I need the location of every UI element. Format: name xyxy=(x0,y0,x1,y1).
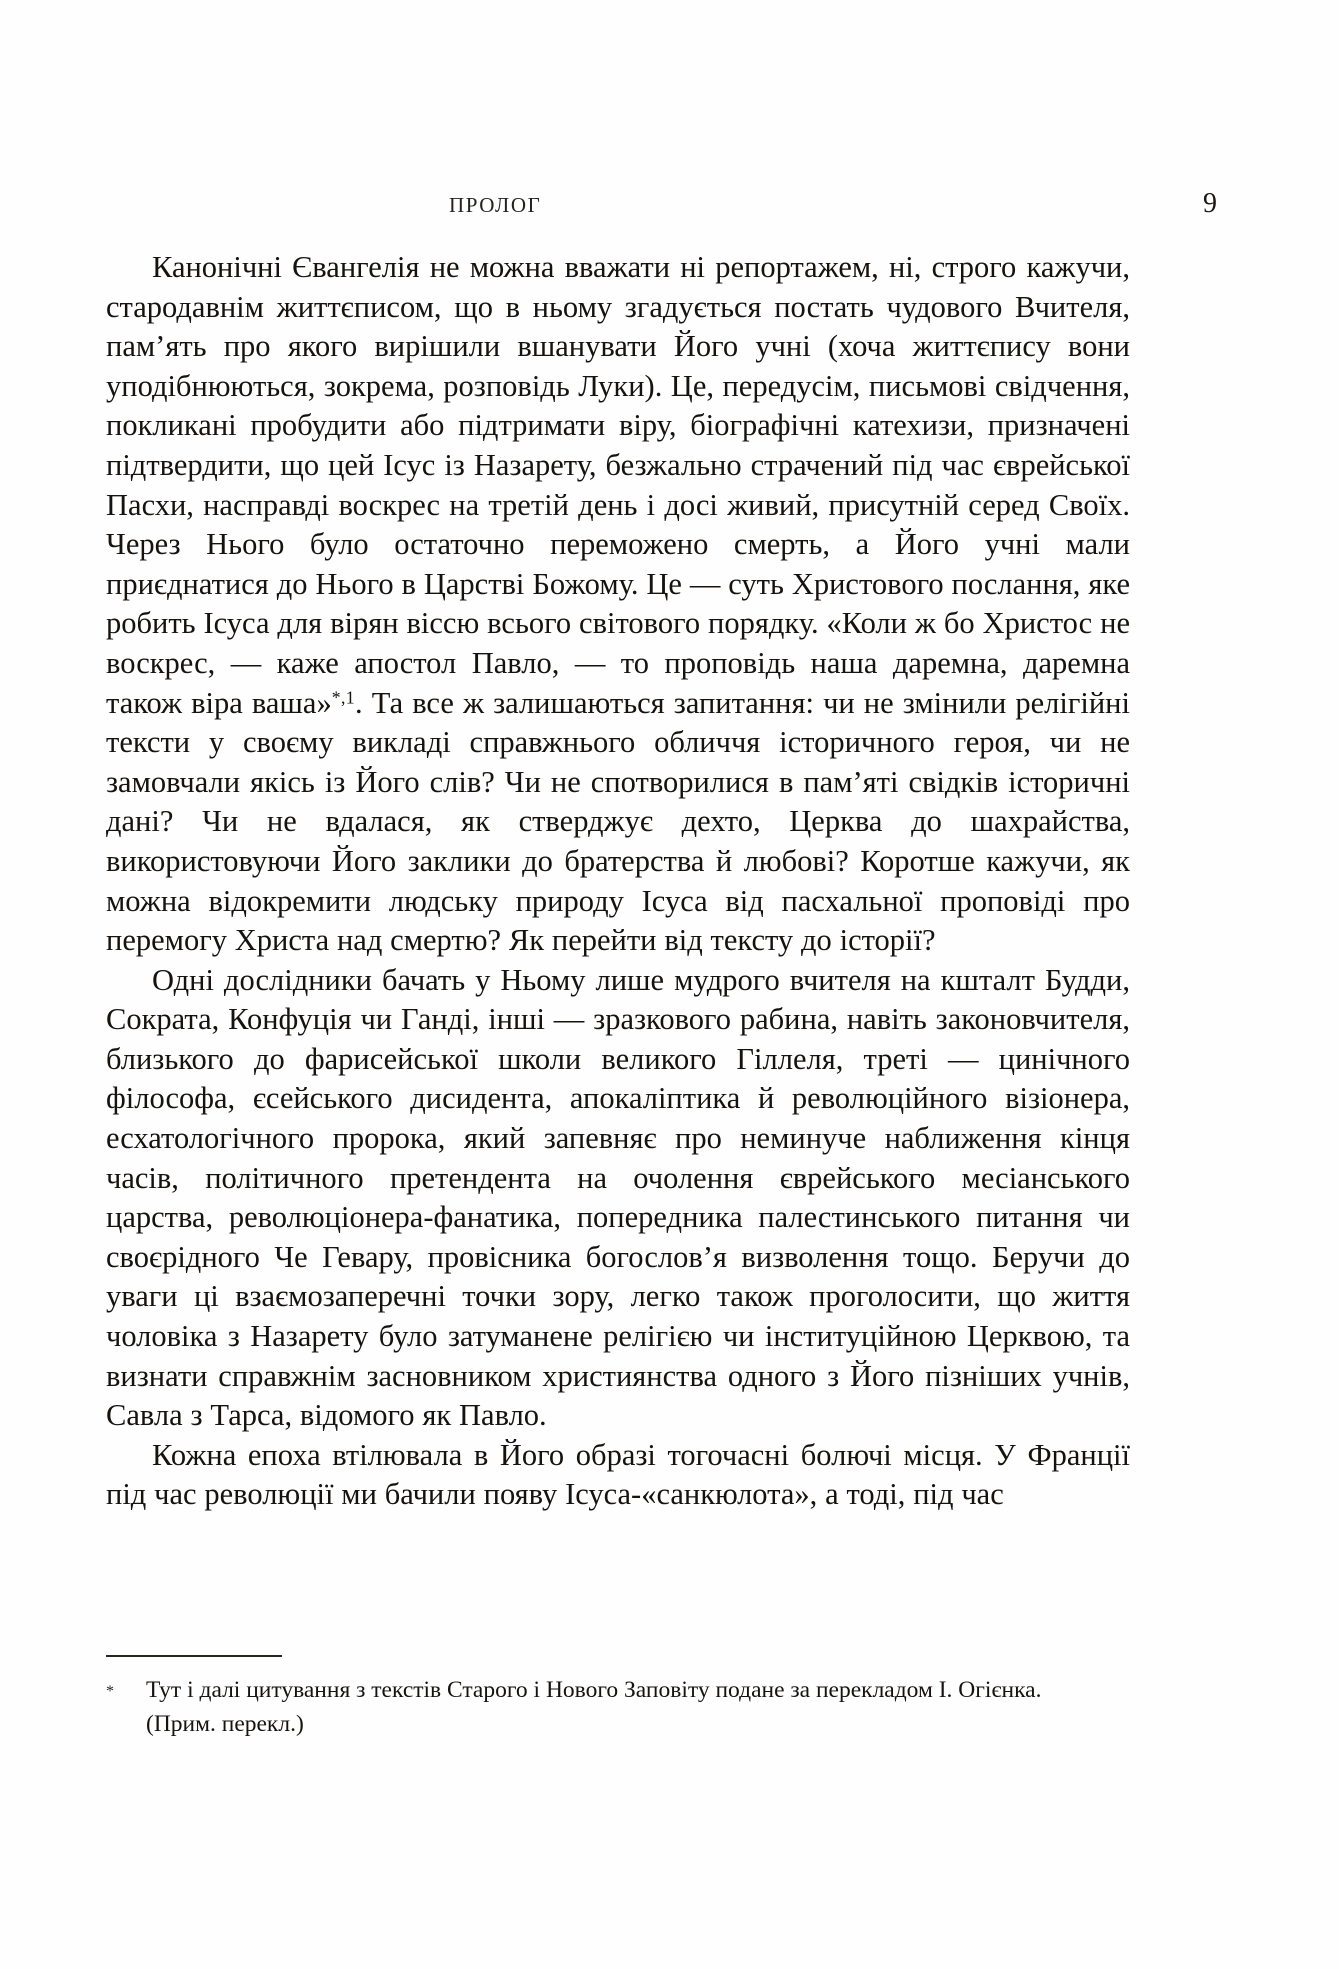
footnote-area xyxy=(106,1655,1130,1741)
paragraph-1-text: Канонічні Євангелія не можна вважати ні репортажем, ні, строго кажучи, стародавнім життєписом, що в ньому згадується постать чудового Вчителя, пам’ять про якого вирішили вшанувати Його учні (хоча життєпису вони уподібнюються, зокрема, розповідь Луки). Це, передусім, письмові свідчення, покликані пробудити або підтримати віру, біографічні катехизи, призначені підтвердити, що цей Ісус із Назарету, безжально страчений під час єврейської Пасхи, насправді воскрес на третій день і досі живий, присутній серед Своїх. Через Нього було остаточно переможено смерть, а Його учні мали приєднатися до Нього в Царстві Божому. Це — суть Христового послання, яке робить Ісуса для вірян віссю всього світового порядку. «Коли ж бо Христос не воскрес, — каже апостол Павло, — то проповідь наша даремна, даремна також віра ваша» xyxy=(106,250,1130,720)
paragraph-3-text: Кожна епоха втілювала в Його образі тогочасні болючі місця. У Франції під час революції ми бачили появу Ісуса-«санкюлота», а тоді, під час xyxy=(106,1437,1130,1512)
footnote-marker: * xyxy=(106,1683,114,1700)
running-head-title: ПРОЛОГ xyxy=(449,193,542,217)
paragraph-1-tail-text: . Та все ж залишаються запитання: чи не змінили релігійні тексти у своєму викладі справжнього обличчя історичного героя, чи не замовчали якісь із Його слів? Чи не спотворилися в пам’яті свідків історичні дані? Чи не вдалася, як стверджує дехто, Церква до шахрайства, використовуючи Його заклики до братерства й любові? Коротше кажучи, як можна відокремити людську природу Ісуса від пасхальної проповіді про перемогу Христа над смертю? Як перейти від тексту до історії? xyxy=(106,685,1130,958)
body-text-block xyxy=(106,248,1130,1515)
footnote-line-2: (Прим. перекл.) xyxy=(146,1711,304,1737)
footnote-body xyxy=(146,1673,1130,1741)
paragraph-2-text: Одні дослідники бачать у Ньому лише мудрого вчителя на кшталт Будди, Сократа, Конфуція чи Ганді, інші — зразкового рабина, навіть законовчителя, близького до фарисейської школи великого Гіллеля, треті — цинічного філософа, єсейського дисидента, апокаліптика й революційного візіонера, есхатологічного пророка, який запевняє про неминуче наближення кінця часів, політичного претендента на очолення єврейського месіанського царства, революціонера-фанатика, попередника палестинського питання чи своєрідного Че Гевару, провісника богослов’я визволення тощо. Беручи до уваги ці взаємозаперечні точки зору, легко також проголосити, що життя чоловіка з Назарету було затуманене релігією чи інституційною Церквою, та визнати справжнім засновником християнства одного з Його пізніших учнів, Савла з Тарса, відомого як Павло. xyxy=(106,962,1130,1433)
footnote-reference-mark[interactable]: *,1 xyxy=(331,686,356,707)
running-head xyxy=(104,188,1235,222)
footnote xyxy=(106,1673,1130,1741)
page-number: 9 xyxy=(1203,188,1217,219)
footnote-separator-rule xyxy=(106,1655,282,1657)
paragraph-3 xyxy=(106,1436,1130,1515)
footnote-line-1: Тут і далі цитування з текстів Старого і Нового Заповіту подане за перекладом І. Огієнка. xyxy=(146,1677,1042,1703)
paragraph-2 xyxy=(106,961,1130,1436)
paragraph-1 xyxy=(106,248,1130,961)
